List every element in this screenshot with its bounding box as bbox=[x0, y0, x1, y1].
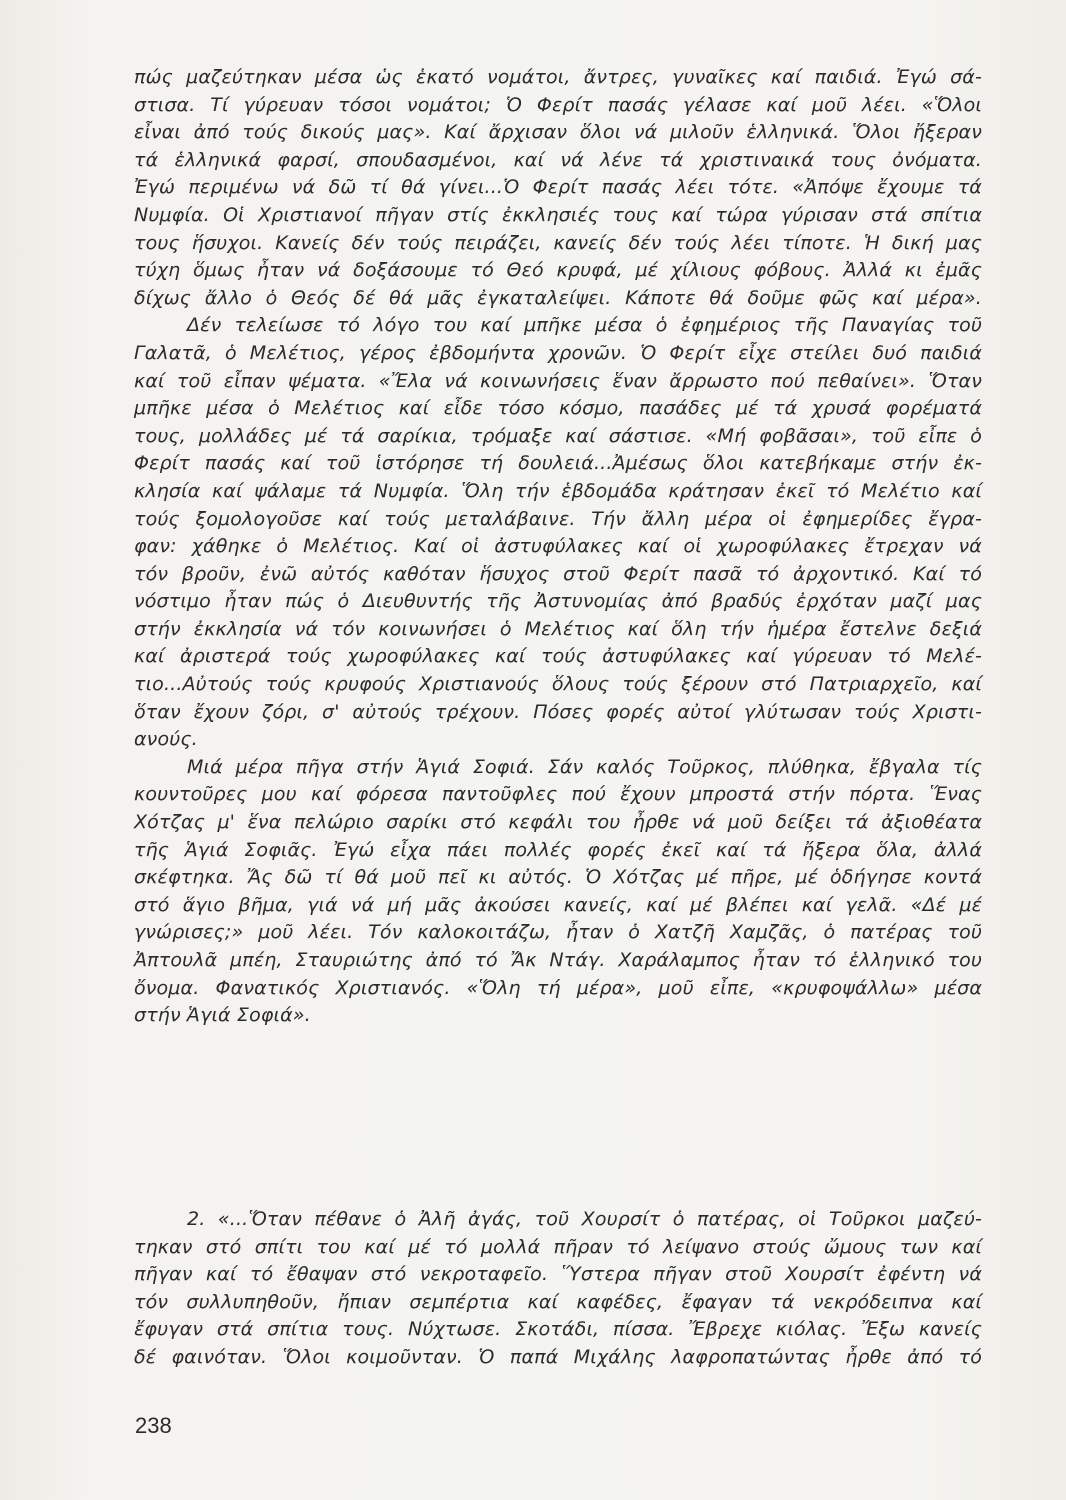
text-line: 2. «...Ὅταν πέθανε ὁ Ἀλῆ ἀγάς, τοῦ Χουρσίτ ὁ πατέρας, οἱ Τοῦρκοι μαζεύ- bbox=[187, 1208, 982, 1230]
text-line: τους, μολλάδες μέ τά σαρίκια, τρόμαξε καί σάστισε. «Μή φοβᾶσαι», τοῦ εἶπε ὁ bbox=[134, 424, 982, 447]
text-line: ὄνομα. Φανατικός Χριστιανός. «Ὅλη τή μέρα», μοῦ εἶπε, «κρυφοψάλλω» μέσα bbox=[134, 976, 982, 999]
text-line: ἔφυγαν στά σπίτια τους. Νύχτωσε. Σκοτάδι, πίσσα. Ἔβρεχε κιόλας. Ἔξω κανείς bbox=[134, 1318, 982, 1341]
paragraph-1 bbox=[134, 64, 982, 312]
text-line: Μιά μέρα πῆγα στήν Ἁγιά Σοφιά. Σάν καλός Τοῦρκος, πλύθηκα, ἔβγαλα τίς bbox=[187, 755, 982, 778]
text-line: ανούς. bbox=[134, 728, 198, 751]
text-line: δίχως ἄλλο ὁ Θεός δέ θά μᾶς ἐγκαταλείψει. Κάποτε θά δοῦμε φῶς καί μέρα». bbox=[134, 286, 982, 309]
text-line: τῆς Ἁγιά Σοφιᾶς. Ἐγώ εἶχα πάει πολλές φορές ἐκεῖ καί τά ἤξερα ὅλα, ἀλλά bbox=[134, 838, 982, 861]
text-line: Χότζας μ' ἕνα πελώριο σαρίκι στό κεφάλι του ἦρθε νά μοῦ δείξει τά ἀξιοθέατα bbox=[134, 811, 982, 834]
text-line: Ἐγώ περιμένω νά δῶ τί θά γίνει...Ὁ Φερίτ πασάς λέει τότε. «Ἀπόψε ἔχουμε τά bbox=[134, 176, 982, 199]
paragraph-2 bbox=[134, 312, 982, 754]
text-line: πῆγαν καί τό ἔθαψαν στό νεκροταφεῖο. Ὕστερα πῆγαν στοῦ Χουρσίτ ἐφέντη νά bbox=[134, 1263, 982, 1286]
text-line: τόν συλλυπηθοῦν, ἤπιαν σεμπέρτια καί καφέδες, ἔφαγαν τά νεκρόδειπνα καί bbox=[134, 1290, 982, 1313]
text-line: καί τοῦ εἶπαν ψέματα. «Ἔλα νά κοινωνήσεις ἕναν ἄρρωστο πού πεθαίνει». Ὅταν bbox=[134, 369, 982, 392]
text-line: στήν Ἁγιά Σοφιά». bbox=[134, 1004, 311, 1027]
text-line: Δέν τελείωσε τό λόγο του καί μπῆκε μέσα ὁ ἐφημέριος τῆς Παναγίας τοῦ bbox=[187, 314, 982, 337]
text-line: τηκαν στό σπίτι του καί μέ τό μολλά πῆραν τό λείψανο στούς ὤμους των καί bbox=[134, 1235, 982, 1258]
text-line: τά ἑλληνικά φαρσί, σπουδασμένοι, καί νά λένε τά χριστιναικά τους ὀνόματα. bbox=[134, 148, 982, 171]
text-line: μπῆκε μέσα ὁ Μελέτιος καί εἶδε τόσο κόσμο, πασάδες μέ τά χρυσά φορέματά bbox=[134, 397, 982, 420]
text-line: τύχη ὅμως ἦταν νά δοξάσουμε τό Θεό κρυφά, μέ χίλιους φόβους. Ἀλλά κι ἐμᾶς bbox=[134, 259, 982, 282]
text-line: φαν: χάθηκε ὁ Μελέτιος. Καί οἱ ἀστυφύλακες καί οἱ χωροφύλακες ἔτρεχαν νά bbox=[134, 535, 982, 558]
text-line: Γαλατᾶ, ὁ Μελέτιος, γέρος ἐβδομήντα χρονῶν. Ὁ Φερίτ εἶχε στείλει δυό παιδιά bbox=[134, 341, 982, 364]
text-line: τούς ξομολογοῦσε καί τούς μεταλάβαινε. Τήν ἄλλη μέρα οἱ ἐφημερίδες ἔγρα- bbox=[134, 507, 982, 530]
note-section-2 bbox=[134, 1187, 982, 1391]
text-line: κουντοῦρες μου καί φόρεσα παντοῦφλες πού ἔχουν μπροστά στήν πόρτα. Ἕνας bbox=[134, 783, 982, 806]
text-line: σκέφτηκα. Ἄς δῶ τί θά μοῦ πεῖ κι αὐτός. Ὁ Χότζας μέ πῆρε, μέ ὁδήγησε κοντά bbox=[134, 866, 982, 889]
text-line: νόστιμο ἦταν πώς ὁ Διευθυντής τῆς Ἀστυνομίας ἀπό βραδύς ἐρχόταν μαζί μας bbox=[134, 590, 982, 613]
text-line: τους ἥσυχοι. Κανείς δέν τούς πειράζει, κανείς δέν τούς λέει τίποτε. Ἡ δική μας bbox=[134, 231, 982, 254]
text-line: πώς μαζεύτηκαν μέσα ὡς ἑκατό νομάτοι, ἄντρες, γυναῖκες καί παιδιά. Ἐγώ σά- bbox=[134, 66, 982, 88]
text-line: γνώρισες;» μοῦ λέει. Τόν καλοκοιτάζω, ἦταν ὁ Χατζῆ Χαμζᾶς, ὁ πατέρας τοῦ bbox=[134, 921, 982, 944]
text-line: ὅταν ἔχουν ζόρι, σ' αὐτούς τρέχουν. Πόσες φορές αὐτοί γλύτωσαν τούς Χριστι- bbox=[134, 700, 982, 723]
text-line: κλησία καί ψάλαμε τά Νυμφία. Ὅλη τήν ἑβδομάδα κράτησαν ἐκεῖ τό Μελέτιο καί bbox=[134, 479, 982, 502]
text-line: στήν ἐκκλησία νά τόν κοινωνήσει ὁ Μελέτιος καί ὅλη τήν ἡμέρα ἔστελνε δεξιά bbox=[134, 617, 982, 640]
text-line: εἶναι ἀπό τούς δικούς μας». Καί ἄρχισαν ὅλοι νά μιλοῦν ἑλληνικά. Ὅλοι ἤξεραν bbox=[134, 121, 982, 144]
text-line: Ἀπτουλᾶ μπέη, Σταυριώτης ἀπό τό Ἄκ Ντάγ. Χαράλαμπος ἦταν τό ἑλληνικό του bbox=[134, 949, 982, 971]
text-line: Νυμφία. Οἱ Χριστιανοί πῆγαν στίς ἐκκλησιές τους καί τώρα γύρισαν στά σπίτια bbox=[134, 203, 982, 226]
text-line: στό ἅγιο βῆμα, γιά νά μή μᾶς ἀκούσει κανείς, καί μέ βλέπει καί γελᾶ. «Δέ μέ bbox=[134, 893, 982, 916]
text-line: στισα. Τί γύρευαν τόσοι νομάτοι; Ὁ Φερίτ πασάς γέλασε καί μοῦ λέει. «Ὅλοι bbox=[134, 93, 982, 116]
paragraph-3 bbox=[134, 754, 982, 1030]
text-line: τόν βροῦν, ἐνῶ αὐτός καθόταν ἥσυχος στοῦ Φερίτ πασᾶ τό ἀρχοντικό. Καί τό bbox=[134, 562, 982, 585]
text-line: δέ φαινόταν. Ὅλοι κοιμοῦνταν. Ὁ παπά Μιχάλης λαφροπατώντας ἦρθε ἀπό τό bbox=[134, 1345, 982, 1368]
text-line: τιο...Αὐτούς τούς κρυφούς Χριστιανούς ὅλους τούς ξέρουν στό Πατριαρχεῖο, καί bbox=[134, 673, 982, 696]
text-line: Φερίτ πασάς καί τοῦ ἱστόρησε τή δουλειά...Ἀμέσως ὅλοι κατεβήκαμε στήν ἐκ- bbox=[134, 452, 982, 475]
main-text bbox=[134, 64, 982, 1030]
page-number: 238 bbox=[135, 1413, 172, 1438]
text-line: καί ἀριστερά τούς χωροφύλακες καί τούς ἀστυφύλακες καί γύρευαν τό Μελέ- bbox=[134, 645, 982, 668]
